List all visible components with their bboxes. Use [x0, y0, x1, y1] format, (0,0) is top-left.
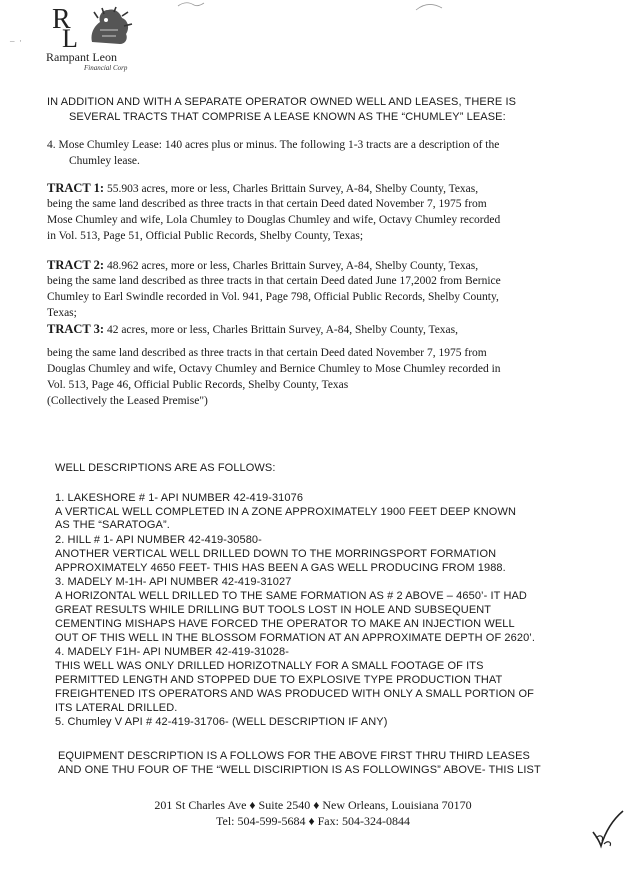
well-line: THIS WELL WAS ONLY DRILLED HORIZOTNALLY FOR A SMALL FOOTAGE OF ITS — [55, 660, 484, 672]
tract3-line2: being the same land described as three tracts in that certain Deed dated November 7, 1975 from — [47, 347, 487, 359]
tract1-text: 55.903 acres, more or less, Charles Brittain Survey, A-84, Shelby County, Texas, — [104, 183, 479, 195]
tract2-line1 — [47, 258, 607, 275]
well-line: FREIGHTENED ITS OPERATORS AND WAS PRODUCED WITH ONLY A SMALL PORTION OF — [55, 688, 534, 700]
footer-phone: Tel: 504-599-5684 ♦ Fax: 504-324-0844 — [216, 814, 410, 828]
lion-crest-icon — [84, 6, 134, 48]
well-line: A VERTICAL WELL COMPLETED IN A ZONE APPROXIMATELY 1900 FEET DEEP KNOWN — [55, 506, 516, 518]
well-line: AS THE “SARATOGA”. — [55, 519, 170, 531]
intro-heading-line2: SEVERAL TRACTS THAT COMPRISE A LEASE KNOWN AS THE “CHUMLEY” LEASE: — [69, 111, 506, 123]
logo-company-name: Rampant Leon — [46, 50, 117, 64]
tract3-text: 42 acres, more or less, Charles Brittain Survey, A-84, Shelby County, Texas, — [104, 324, 459, 336]
well-line: ITS LATERAL DRILLED. — [55, 702, 178, 714]
scan-mark-left: – · — [10, 36, 22, 46]
tract2-line2: being the same land described as three tracts in that certain Deed dated June 17,2002 from Bernice — [47, 275, 501, 287]
tract1-line1 — [47, 181, 607, 198]
tract1-label: TRACT 1: — [47, 181, 105, 195]
lease-line2: Chumley lease. — [69, 155, 140, 167]
equipment-line2: AND ONE THU FOUR OF THE “WELL DISCIRIPTION IS AS FOLLOWINGS” ABOVE- THIS LIST — [58, 764, 541, 776]
tract1-line2: being the same land described as three tracts in that certain Deed dated November 7, 1975 from — [47, 198, 487, 210]
tract3-line4: Vol. 513, Page 46, Official Public Records, Shelby County, Texas — [47, 379, 349, 391]
tract3-line5: (Collectively the Leased Premise") — [47, 395, 208, 407]
company-logo — [40, 4, 150, 76]
intro-heading-line1: IN ADDITION AND WITH A SEPARATE OPERATOR OWNED WELL AND LEASES, THERE IS — [47, 96, 517, 108]
checkmark-signature-icon — [590, 808, 626, 850]
well-line: OUT OF THIS WELL IN THE BLOSSOM FORMATION AT AN APPROXIMATE DEPTH OF 2620’. — [55, 632, 535, 644]
well-line: PERMITTED LENGTH AND STOPPED DUE TO EXPLOSIVE TYPE PRODUCTION THAT — [55, 674, 503, 686]
tract2-text: 48.962 acres, more or less, Charles Brittain Survey, A-84, Shelby County, Texas, — [104, 260, 479, 272]
logo-tagline: Financial Corp — [84, 64, 128, 72]
tract3-line3: Douglas Chumley and wife, Octavy Chumley and Bernice Chumley to Mose Chumley recorded in — [47, 363, 501, 375]
well-line: 1. LAKESHORE # 1- API NUMBER 42-419-31076 — [55, 492, 304, 504]
tract3-line1 — [47, 322, 607, 339]
well-line: GREAT RESULTS WHILE DRILLING BUT TOOLS LOST IN HOLE AND SUBSEQUENT — [55, 604, 492, 616]
lease-line1: 4. Mose Chumley Lease: 140 acres plus or minus. The following 1-3 tracts are a description of the — [47, 139, 500, 151]
equipment-line1: EQUIPMENT DESCRIPTION IS A FOLLOWS FOR THE ABOVE FIRST THRU THIRD LEASES — [58, 750, 530, 762]
well-line: 3. MADELY M-1H- API NUMBER 42-419-31027 — [55, 576, 292, 588]
well-line: 5. Chumley V API # 42-419-31706- (WELL DESCRIPTION IF ANY) — [55, 716, 388, 728]
well-line: CEMENTING MISHAPS HAVE FORCED THE OPERATOR TO MAKE AN INJECTION WELL — [55, 618, 515, 630]
tract1-line3: Mose Chumley and wife, Lola Chumley to Douglas Chumley and wife, Octavy Chumley recorded — [47, 214, 501, 226]
tract1-line4: in Vol. 513, Page 51, Official Public Records, Shelby County, Texas; — [47, 230, 364, 242]
tract3-label: TRACT 3: — [47, 322, 105, 336]
tract2-line4: Texas; — [47, 307, 77, 319]
well-line: ANOTHER VERTICAL WELL DRILLED DOWN TO THE MORRINGSPORT FORMATION — [55, 548, 497, 560]
well-line: A HORIZONTAL WELL DRILLED TO THE SAME FORMATION AS # 2 ABOVE – 4650’- IT HAD — [55, 590, 527, 602]
wells-heading: WELL DESCRIPTIONS ARE AS FOLLOWS: — [55, 462, 276, 474]
logo-monogram-r: R — [52, 4, 71, 35]
well-line: 2. HILL # 1- API NUMBER 42-419-30580- — [55, 534, 262, 546]
logo-monogram-l: L — [62, 24, 78, 53]
footer-address: 201 St Charles Ave ♦ Suite 2540 ♦ New Orleans, Louisiana 70170 — [154, 798, 472, 812]
tract2-label: TRACT 2: — [47, 258, 105, 272]
scan-mark-top-right — [414, 0, 444, 12]
tract2-line3: Chumley to Earl Swindle recorded in Vol. 941, Page 798, Official Public Records, Shelby County, — [47, 291, 499, 303]
scan-mark-top — [176, 0, 206, 8]
well-line: 4. MADELY F1H- API NUMBER 42-419-31028- — [55, 646, 289, 658]
well-line: APPROXIMATELY 4650 FEET- THIS HAS BEEN A GAS WELL PRODUCING FROM 1988. — [55, 562, 506, 574]
